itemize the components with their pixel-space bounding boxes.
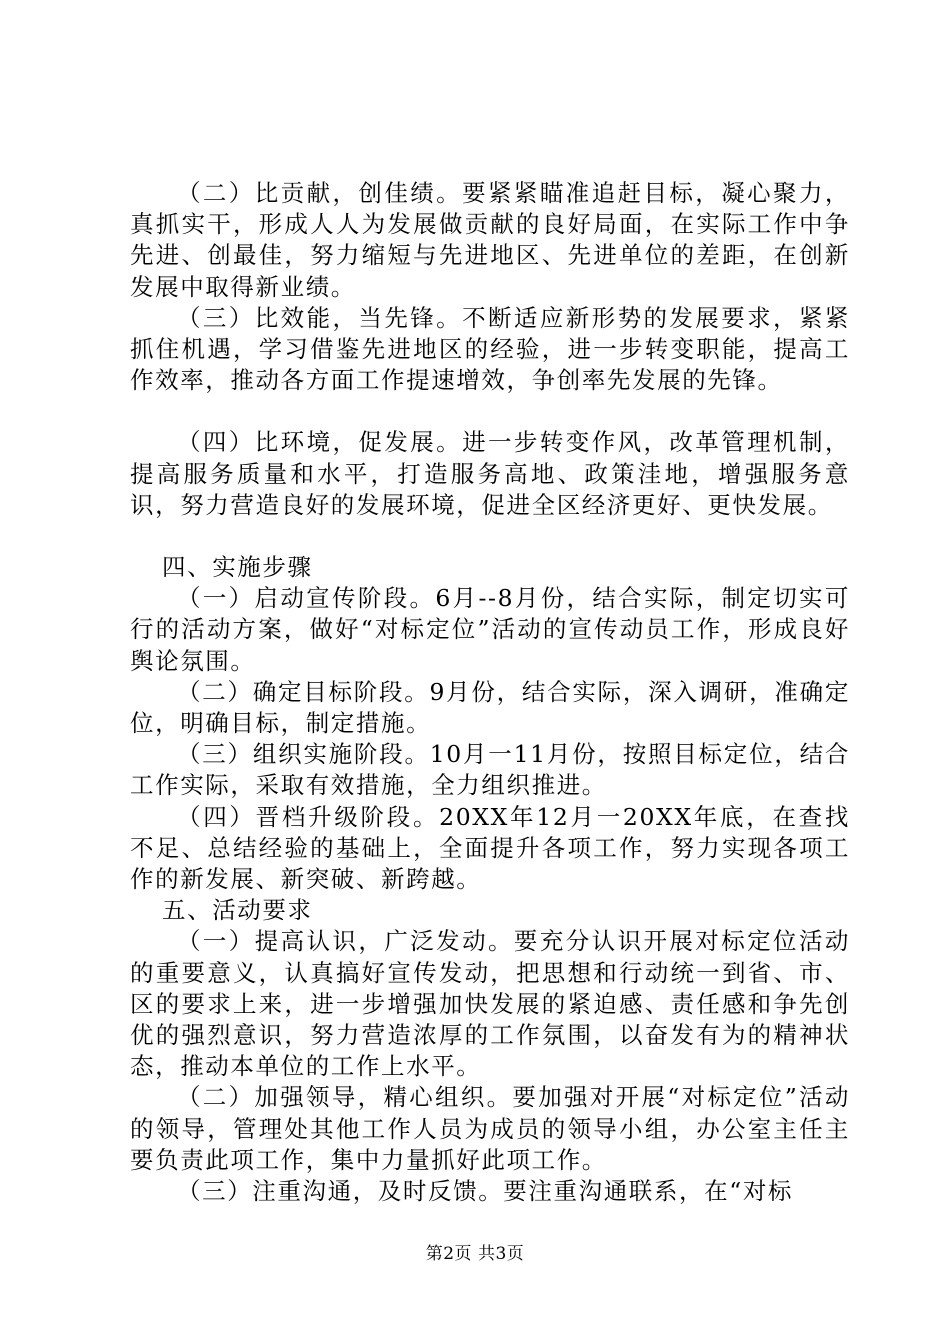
paragraph-strengthen-leadership: （二）加强领导，精心组织。要加强对开展“对标定位”活动的领导，管理处其他工作人员为成员的领导小组，办公室主任主要负责此项工作，集中力量抓好此项工作。 [130, 1083, 850, 1174]
paragraph-step-set-goals: （二）确定目标阶段。9月份，结合实际，深入调研，准确定位，明确目标，制定措施。 [130, 677, 850, 738]
paragraph-communication-feedback: （三）注重沟通，及时反馈。要注重沟通联系，在“对标 [177, 1177, 794, 1206]
page-footer: 第2页 共3页 [425, 1244, 525, 1264]
paragraph-raise-awareness: （一）提高认识，广泛发动。要充分认识开展对标定位活动的重要意义，认真搞好宣传发动，把思想和行动统一到省、市、区的要求上来，进一步增强加快发展的紧迫感、责任感和争先创优的强烈意识，努力营造浓厚的工作氛围，以奋发有为的精神状态，推动本单位的工作上水平。 [130, 927, 850, 1081]
document-body [130, 178, 850, 1207]
paragraph-gap [130, 396, 850, 427]
section-heading-activity-requirements: 五、活动要求 [162, 896, 313, 925]
paragraph-step-upgrade: （四）晋档升级阶段。20XX年12月一20XX年底，在查找不足、总结经验的基础上，全面提升各项工作，努力实现各项工作的新发展、新突破、新跨越。 [130, 802, 850, 894]
paragraph-compare-contribution: （二）比贡献，创佳绩。要紧紧瞄准追赶目标，凝心聚力，真抓实干，形成人人为发展做贡献的良好局面，在实际工作中争先进、创最佳，努力缩短与先进地区、先进单位的差距，在创新发展中取得新业绩。 [130, 179, 850, 301]
paragraph-step-launch-publicity: （一）启动宣传阶段。6月--8月份，结合实际，制定切实可行的活动方案，做好“对标定位”活动的宣传动员工作，形成良好舆论氛围。 [130, 584, 850, 675]
paragraph-gap [130, 521, 850, 552]
paragraph-compare-environment: （四）比环境，促发展。进一步转变作风，改革管理机制，提高服务质量和水平，打造服务高地、政策洼地，增强服务意识，努力营造良好的发展环境，促进全区经济更好、更快发展。 [130, 428, 850, 519]
paragraph-compare-efficiency: （三）比效能，当先锋。不断适应新形势的发展要求，紧紧抓住机遇，学习借鉴先进地区的经验，进一步转变职能，提高工作效率，推动各方面工作提速增效，争创率先发展的先锋。 [130, 303, 850, 395]
section-heading-implementation-steps: 四、实施步骤 [162, 553, 313, 582]
paragraph-step-implementation: （三）组织实施阶段。10月一11月份，按照目标定位，结合工作实际，采取有效措施，全力组织推进。 [130, 740, 850, 800]
